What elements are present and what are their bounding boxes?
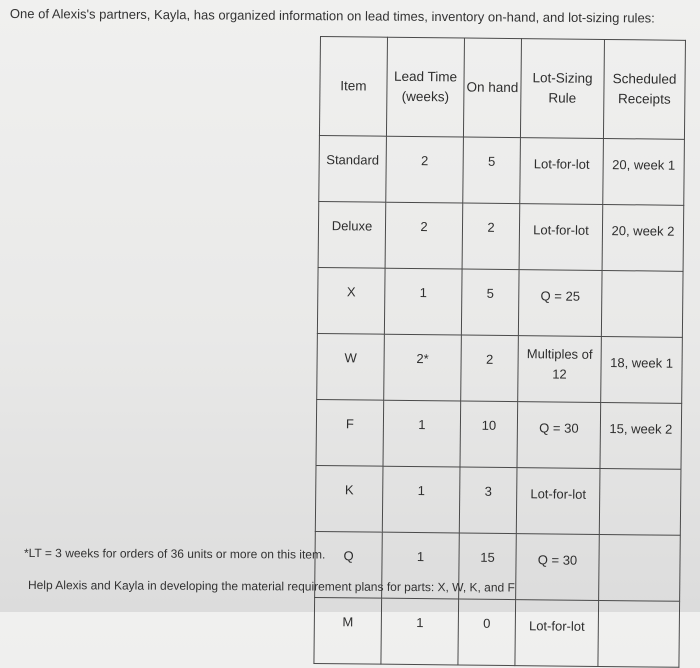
header-on-hand: On hand <box>463 38 521 138</box>
cell-on-hand: 5 <box>461 269 519 336</box>
cell-lot-rule: Q = 30 <box>516 534 600 601</box>
cell-item: X <box>317 267 385 334</box>
cell-scheduled <box>599 534 681 601</box>
table-row <box>316 399 682 469</box>
cell-lot-rule-line-1: Multiples of <box>526 346 593 362</box>
cell-on-hand: 15 <box>459 533 517 600</box>
header-lot-sizing-rule: Lot-Sizing Rule <box>520 39 604 139</box>
cell-lot-rule-line-2: 12 <box>552 366 567 382</box>
cell-lot-rule: Q = 25 <box>518 270 602 337</box>
cell-lot-rule <box>518 336 602 403</box>
intro-text: One of Alexis's partners, Kayla, has organized information on lead times, inventory on-hand, and lot-sizing rules: <box>9 6 655 26</box>
table-row <box>317 267 683 337</box>
cell-lead-time: 2 <box>385 202 463 269</box>
header-scheduled-receipts: Scheduled Receipts <box>603 39 685 139</box>
footnote: *LT = 3 weeks for orders of 36 units or more on this item. <box>23 546 326 562</box>
cell-item: K <box>315 465 383 532</box>
header-lead-time: Lead Time (weeks) <box>386 37 464 137</box>
cell-scheduled <box>601 270 683 337</box>
table-row <box>318 201 684 271</box>
table-header-row <box>319 37 685 140</box>
cell-item: F <box>316 399 384 466</box>
cell-scheduled: 20, week 1 <box>603 138 685 205</box>
cell-lot-rule: Lot-for-lot <box>515 600 599 667</box>
cell-item: W <box>317 333 385 400</box>
cell-lot-rule: Lot-for-lot <box>520 138 604 205</box>
cell-on-hand: 5 <box>463 137 521 204</box>
cell-scheduled <box>598 600 680 667</box>
question-prompt: Help Alexis and Kayla in developing the material requirement plans for parts: X, W, K, and F <box>27 578 515 595</box>
cell-lot-rule: Lot-for-lot <box>516 468 600 535</box>
cell-on-hand: 0 <box>458 599 516 666</box>
cell-scheduled <box>599 468 681 535</box>
cell-lead-time: 1 <box>384 268 462 335</box>
cell-lead-time: 2* <box>384 334 462 401</box>
cell-lead-time: 1 <box>381 598 459 665</box>
cell-item: Deluxe <box>318 201 386 268</box>
cell-item: Standard <box>319 135 387 202</box>
cell-lead-time: 2 <box>386 136 464 203</box>
cell-scheduled: 15, week 2 <box>600 402 682 469</box>
cell-lead-time: 1 <box>383 400 461 467</box>
cell-lot-rule: Q = 30 <box>517 402 601 469</box>
cell-item: M <box>314 597 382 664</box>
table-row <box>317 333 683 403</box>
cell-lead-time: 1 <box>382 466 460 533</box>
cell-on-hand: 2 <box>462 203 520 270</box>
cell-on-hand: 3 <box>459 467 517 534</box>
header-item: Item <box>319 37 387 137</box>
cell-scheduled: 20, week 2 <box>602 204 684 271</box>
table-row <box>315 465 681 535</box>
cell-on-hand: 2 <box>461 335 519 402</box>
cell-on-hand: 10 <box>460 401 518 468</box>
cell-item: Q <box>315 531 383 598</box>
lot-sizing-table <box>313 36 686 668</box>
table-row <box>314 597 680 667</box>
table-row <box>319 135 685 205</box>
cell-lot-rule: Lot-for-lot <box>519 204 603 271</box>
cell-scheduled: 18, week 1 <box>601 336 683 403</box>
cell-lead-time: 1 <box>382 532 460 599</box>
